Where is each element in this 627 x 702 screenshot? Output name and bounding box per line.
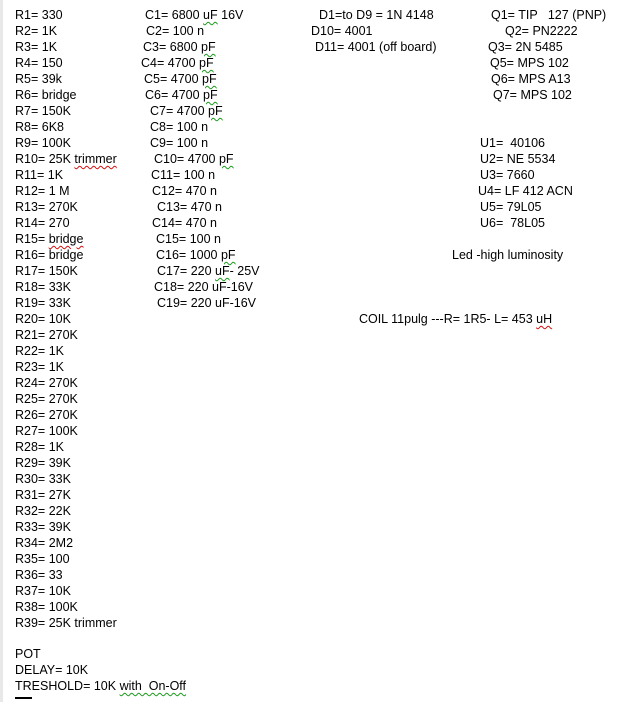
spellcheck-mark: pF [218,152,234,166]
spellcheck-mark: trimmer [74,152,117,166]
r-item: R5= 39k [15,72,62,86]
r-item: R34= 2M2 [15,536,74,550]
q-item: Q5= MPS 102 [490,56,569,70]
u-item: U3= 7660 [480,168,535,182]
c-item: C11= 100 n [151,168,216,182]
spellcheck-mark: pF [199,56,214,70]
c-item: C13= 470 n [157,200,222,214]
r-item: R13= 270K [15,200,78,214]
q-item: Q6= MPS A13 [491,72,571,86]
r-item: R31= 27K [15,488,71,502]
r-item: R20= 10K [15,312,71,326]
r-item: R1= 330 [15,8,63,22]
r-item: R19= 33K [15,296,71,310]
r-item: R11= 1K [15,168,64,182]
page-edge [0,0,3,702]
d-item: D1=to D9 = 1N 4148 [319,8,434,22]
r-item: R24= 270K [15,376,78,390]
r-item: R10= 25K trimmer [15,152,117,166]
d-item: D11= 4001 (off board) [315,40,437,54]
r-item: R4= 150 [15,56,63,70]
q-item: Q1= TIP 127 (PNP) [491,8,607,22]
r-item: R15= bridge [15,232,84,246]
spellcheck-mark: with On-Off [119,679,187,693]
c-item: C6= 4700 pF [145,88,218,102]
u-item: U6= 78L05 [480,216,545,230]
r-item: R25= 270K [15,392,78,406]
pot-threshold: TRESHOLD= 10K with On-Off [15,679,187,693]
spellcheck-mark: uH [536,312,553,326]
u-item: U1= 40106 [480,136,545,150]
c-item: C12= 470 n [152,184,217,198]
u-item: U4= LF 412 ACN [478,184,573,198]
c-item: C19= 220 uF-16V [157,296,257,310]
spellcheck-mark: pF [202,72,217,86]
c-item: C14= 470 n [152,216,217,230]
text-cursor-rule [15,697,32,699]
r-item: R35= 100 [15,552,70,566]
r-item: R12= 1 M [15,184,70,198]
r-item: R17= 150K [15,264,78,278]
r-item: R26= 270K [15,408,78,422]
c-item: C3= 6800 pF [143,40,216,54]
spellcheck-mark: uF [215,264,230,278]
r-item: R30= 33K [15,472,71,486]
spellcheck-mark: bridge [48,232,84,246]
r-item: R22= 1K [15,344,64,358]
spellcheck-mark: pF [203,88,218,102]
c-item: C2= 100 n [146,24,205,38]
q-item: Q2= PN2222 [505,24,578,38]
c-item: C17= 220 uF- 25V [157,264,260,278]
u-item: U5= 79L05 [480,200,542,214]
pot-delay: DELAY= 10K [15,663,89,677]
spellcheck-mark: pF [201,40,216,54]
coil-note [352,295,552,327]
c-item: C7= 4700 pF [150,104,223,118]
r-item: R38= 100K [15,600,78,614]
r-item: R8= 6K8 [15,120,64,134]
u-item: U2= NE 5534 [480,152,556,166]
c-item: C16= 1000 pF [156,248,236,262]
r-item: R39= 25K trimmer [15,616,117,630]
r-item: R16= bridge [15,248,84,262]
c-item: C8= 100 n [150,120,209,134]
q-item: Q7= MPS 102 [493,88,572,102]
r-item: R9= 100K [15,136,71,150]
r-item: R23= 1K [15,360,64,374]
r-item: R29= 39K [15,456,71,470]
led-note: Led -high luminosity [452,248,564,262]
r-item: R3= 1K [15,40,58,54]
r-item: R27= 100K [15,424,78,438]
r-item: R36= 33 [15,568,63,582]
c-item: C18= 220 uF-16V [154,280,254,294]
r-item: R33= 39K [15,520,71,534]
c-item: C9= 100 n [150,136,209,150]
d-item: D10= 4001 [311,24,373,38]
pot-title: POT [15,647,41,661]
r-item: R14= 270 [15,216,70,230]
coil-note-text: COIL 11pulg ---R= 1R5- L= 453 uH [358,312,553,326]
r-item: R6= bridge [15,88,77,102]
r-item: R28= 1K [15,440,64,454]
c-item: C10= 4700 pF [154,152,234,166]
c-item: C1= 6800 uF 16V [145,8,244,22]
c-item: C4= 4700 pF [141,56,214,70]
r-item: R32= 22K [15,504,71,518]
spellcheck-mark: pF [220,248,236,262]
q-item: Q3= 2N 5485 [488,40,563,54]
r-item: R21= 270K [15,328,78,342]
c-item: C15= 100 n [156,232,221,246]
r-item: R18= 33K [15,280,71,294]
c-item: C5= 4700 pF [144,72,217,86]
spellcheck-mark: uF [203,8,218,22]
r-item: R2= 1K [15,24,58,38]
spellcheck-mark: pF [208,104,223,118]
r-item: R7= 150K [15,104,71,118]
r-item: R37= 10K [15,584,71,598]
